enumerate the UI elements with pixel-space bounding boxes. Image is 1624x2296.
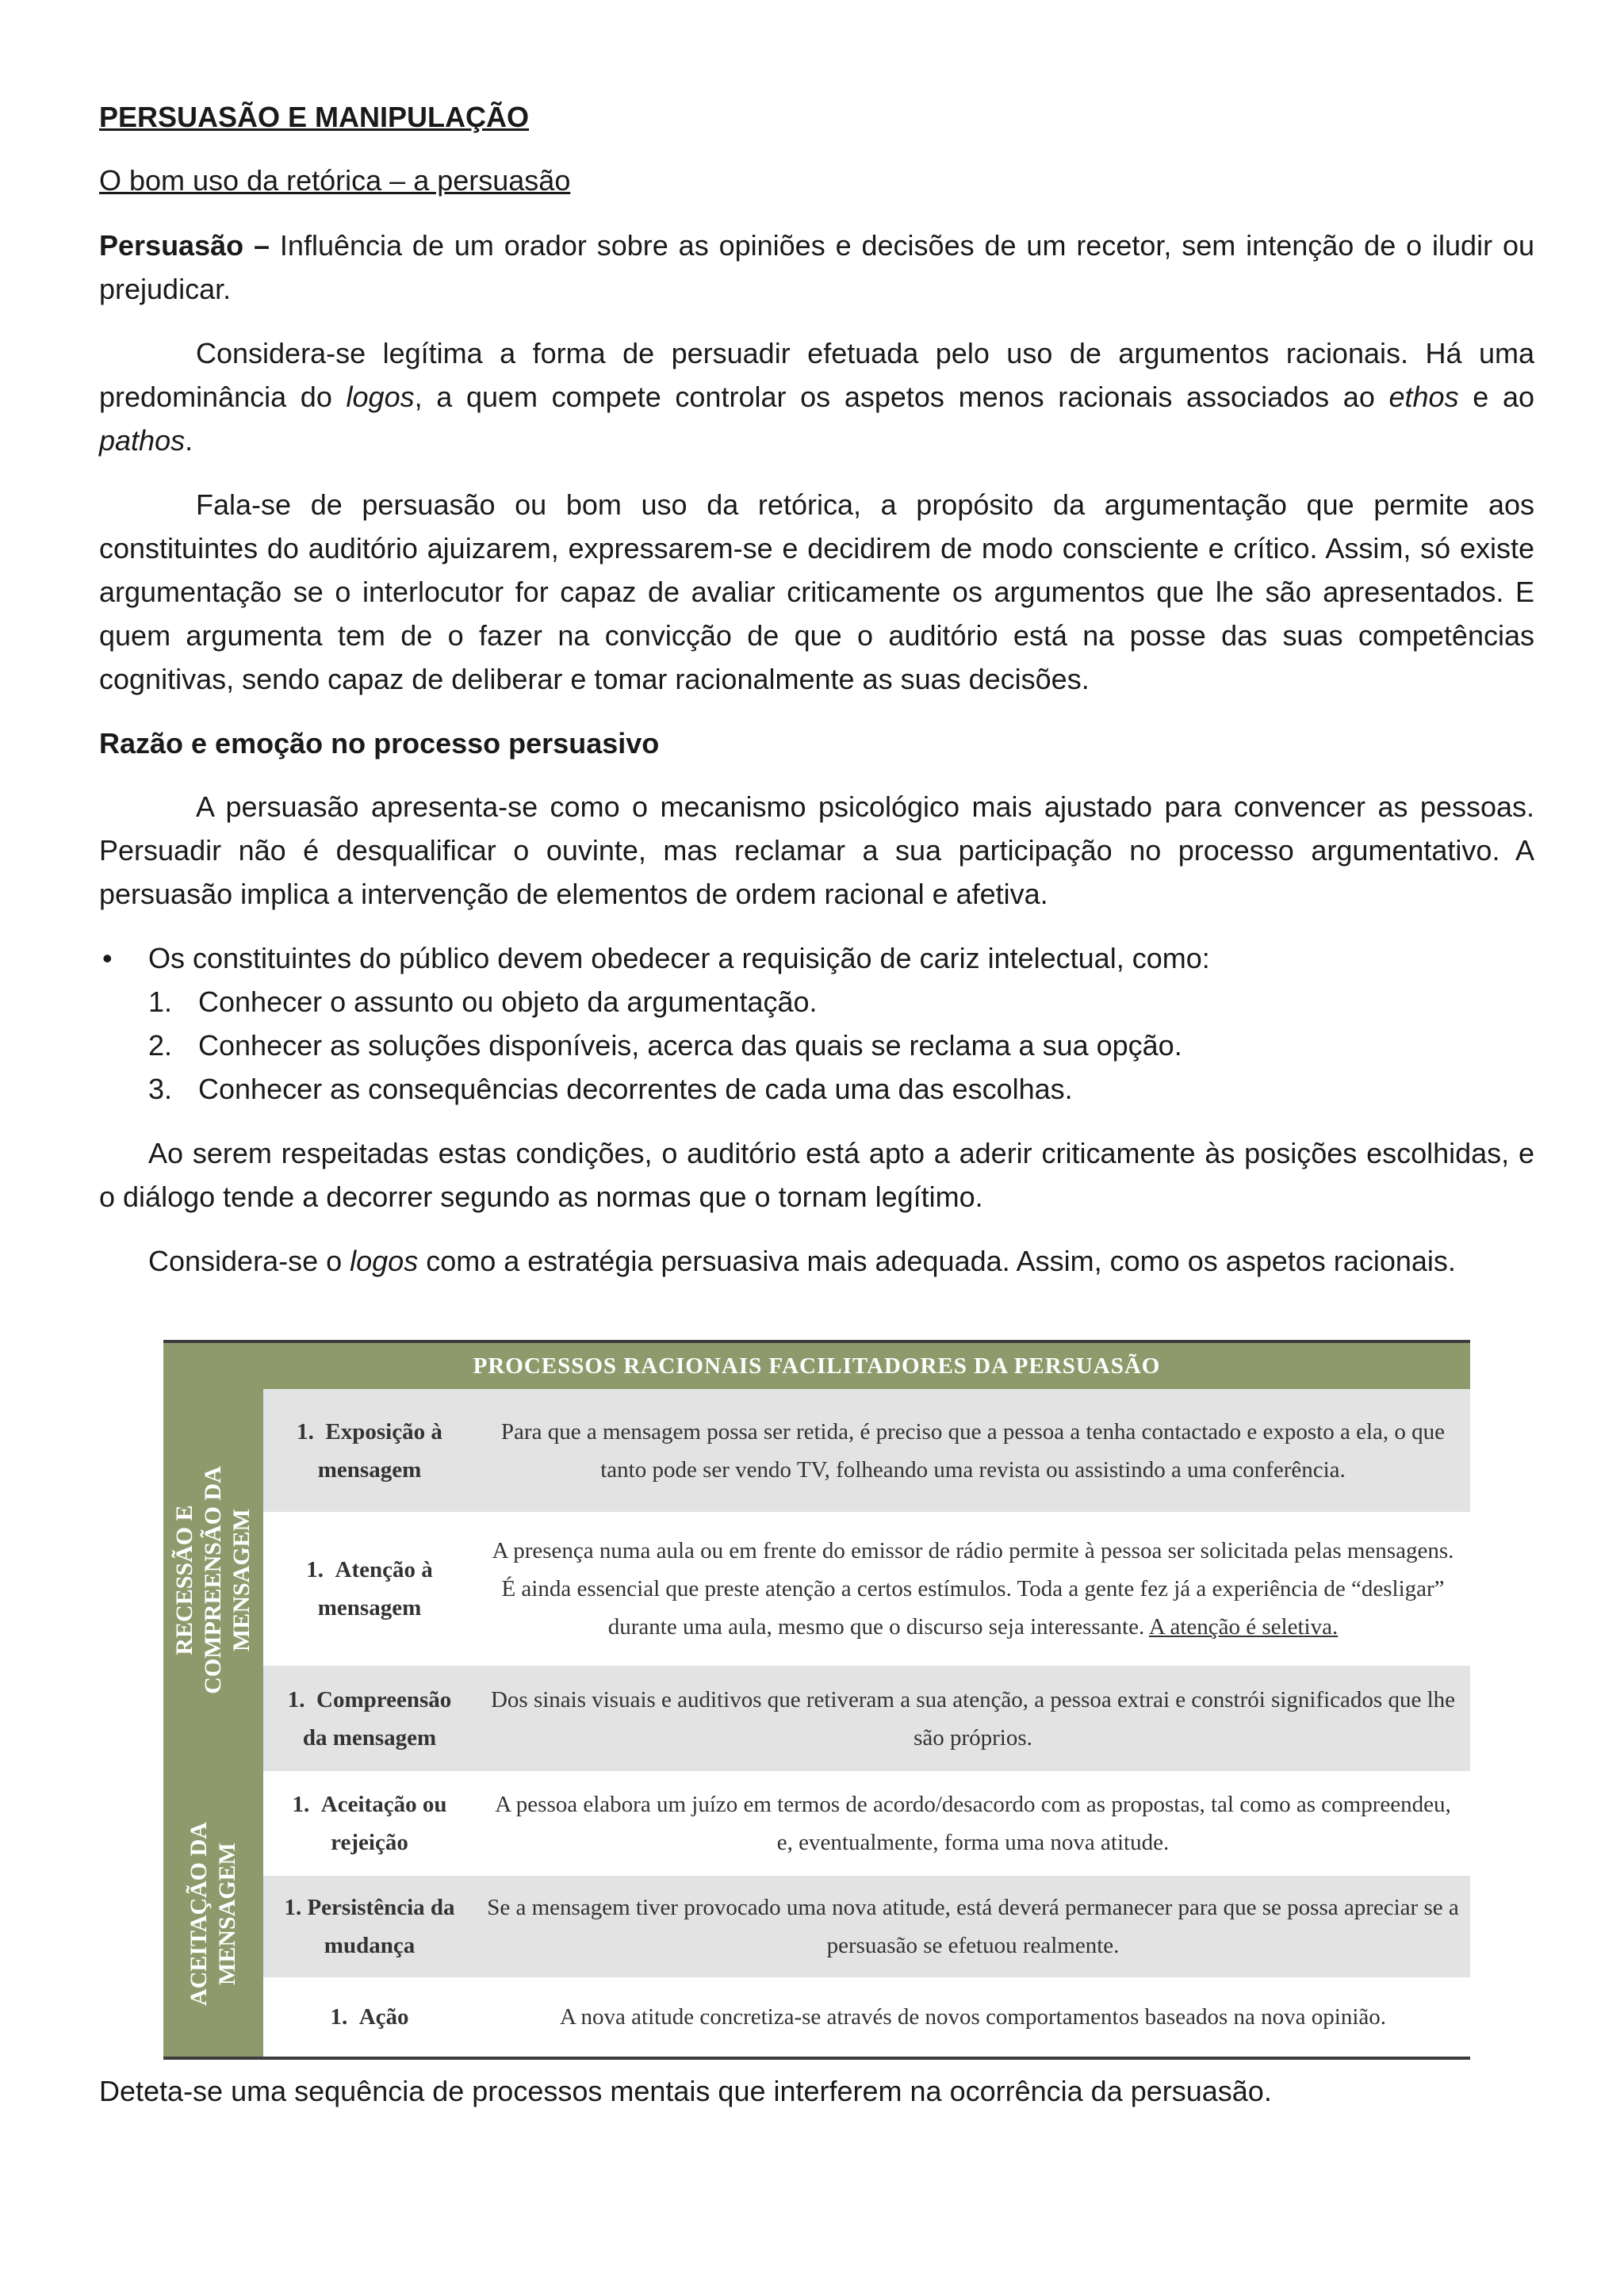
description-cell: Se a mensagem tiver provocado uma nova atitude, está deverá permanecer para que se possa apreciar se a persuasão se efetuou realmente.: [487, 1895, 1459, 1958]
text-span: como a estratégia persuasiva mais adequada. Assim, como os aspetos racionais.: [418, 1245, 1456, 1277]
stage-label: Aceitação ou: [320, 1792, 447, 1817]
description-cell: Dos sinais visuais e auditivos que retiveram a sua atenção, a pessoa extrai e constrói significados que lhe são próprios.: [490, 1686, 1456, 1751]
definition-text: Influência de um orador sobre as opiniões e decisões de um recetor, sem intenção de o iludir ou prejudicar.: [99, 229, 1534, 305]
group-label-line: MENSAGEM: [228, 1509, 255, 1652]
stage-label: Compreensão: [316, 1686, 452, 1712]
definition-term: Persuasão –: [99, 229, 270, 262]
text-span: e ao: [1458, 381, 1534, 413]
stage-label: Ação: [358, 2004, 409, 2030]
group-label-text: [185, 1822, 242, 2006]
stage-label: mudança: [324, 1933, 416, 1958]
stage-cell: [263, 1551, 476, 1627]
bullet-text: Os constituintes do público devem obedecer a requisição de cariz intelectual, como:: [148, 942, 1210, 974]
stage-number: 1.: [330, 2004, 348, 2030]
conditions-list: [99, 980, 1534, 1111]
description-cell: A pessoa elabora um juízo em termos de acordo/desacordo com as propostas, tal como as compreendeu, e, eventualmente, forma uma nova atitude.: [495, 1792, 1451, 1855]
page-subtitle: O bom uso da retórica – a persuasão: [99, 164, 571, 197]
list-text: Conhecer as soluções disponíveis, acerca das quais se reclama a sua opção.: [198, 1029, 1182, 1062]
list-item: [99, 1024, 1534, 1067]
page-title: PERSUASÃO E MANIPULAÇÃO: [99, 101, 530, 133]
group-label-line: RECESSÃO E: [171, 1505, 197, 1655]
paragraph-logos-strategy: [99, 1239, 1534, 1283]
description-text: A presença numa aula ou em frente do emissor de rádio permite à pessoa ser solicitada pelas mensagens. É ainda essencial que preste atenção a certos estímulos. Toda a gente fez já a experiência de “desligar” durante uma aula, mesmo que o discurso seja interessante.: [492, 1538, 1454, 1640]
stage-number: 1.: [287, 1686, 305, 1712]
description-emphasis: A atenção é seletiva.: [1148, 1614, 1339, 1640]
paragraph-legitimacy: [99, 331, 1534, 462]
list-item: [99, 1067, 1534, 1111]
term-ethos: ethos: [1388, 381, 1459, 413]
document-body: [99, 95, 1534, 1303]
term-logos: logos: [350, 1245, 419, 1277]
stage-number: 1.: [297, 1418, 314, 1445]
stage-number: 1.: [292, 1792, 310, 1817]
stage-label: rejeição: [331, 1830, 408, 1855]
text-span: , a quem compete controlar os aspetos menos racionais associados ao: [414, 381, 1389, 413]
stage-cell: [263, 1998, 476, 2036]
description-cell: A nova atitude concretiza-se através de novos comportamentos baseados na nova opinião.: [559, 2004, 1387, 2030]
paragraph-persuasion-mechanism: A persuasão apresenta-se como o mecanismo psicológico mais ajustado para convencer as pessoas. Persuadir não é desqualificar o ouvinte, mas reclamar a sua participação no processo argumentativo. A persuasão implica a intervenção de elementos de ordem racional e afetiva.: [99, 790, 1534, 910]
list-number: 2.: [148, 1029, 173, 1062]
bullet-item: [99, 936, 1534, 980]
group-label-text: [170, 1466, 256, 1694]
definition-paragraph: [99, 224, 1534, 311]
group-label-line: COMPREENSÃO DA: [200, 1466, 226, 1694]
bullet-icon: •: [102, 942, 113, 974]
list-text: Conhecer o assunto ou objeto da argumentação.: [198, 985, 818, 1018]
table-row: [263, 1666, 1470, 1771]
text-span: Considera-se o: [148, 1245, 350, 1277]
group-label-line: MENSAGEM: [214, 1843, 240, 1985]
stage-label: Persistência da: [307, 1895, 455, 1920]
stage-number: 1.: [284, 1895, 302, 1920]
description-cell: [476, 1532, 1470, 1646]
table-header: PROCESSOS RACIONAIS FACILITADORES DA PERSUASÃO: [163, 1340, 1470, 1389]
list-number: 3.: [148, 1073, 173, 1105]
stage-label: Exposição à: [325, 1418, 442, 1445]
stage-cell: [263, 1681, 476, 1757]
text-span: .: [185, 424, 193, 457]
group-label-reception: [163, 1389, 263, 1771]
table-row: [263, 1389, 1470, 1512]
stage-number: 1.: [306, 1557, 324, 1582]
term-logos: logos: [346, 381, 415, 413]
stage-label: mensagem: [317, 1595, 422, 1621]
text-span: Considera-se legítima a forma de persuadir efetuada pelo uso de argumentos racionais. Há uma predominância do: [99, 337, 1534, 413]
stage-label: Atenção à: [335, 1557, 433, 1582]
table-bottom-rule: [163, 2057, 1470, 2060]
table-row: [263, 1771, 1470, 1876]
persuasion-process-table: [163, 1340, 1470, 2060]
term-pathos: pathos: [99, 424, 186, 457]
table-row: [263, 1876, 1470, 1977]
paragraph-good-rhetoric: Fala-se de persuasão ou bom uso da retórica, a propósito da argumentação que permite aos constituintes do auditório ajuizarem, expressarem-se e decidirem de modo consciente e crítico. Assim, só existe argumentação se o interlocutor for capaz de avaliar criticamente os argumentos que lhe são apresentados. E quem argumenta tem de o fazer na convicção de que o auditório está na posse das suas competências cognitivas, sendo capaz de deliberar e tomar racionalmente as suas decisões.: [99, 488, 1534, 695]
stage-label: mensagem: [317, 1456, 422, 1483]
stage-label: da mensagem: [302, 1724, 437, 1751]
list-text: Conhecer as consequências decorrentes de cada uma das escolhas.: [198, 1073, 1073, 1105]
group-label-acceptance: [163, 1771, 263, 2057]
description-cell: Para que a mensagem possa ser retida, é preciso que a pessoa a tenha contactado e exposto a ela, o que tanto pode ser vendo TV, folheando uma revista ou assistindo a uma conferência.: [500, 1418, 1446, 1483]
section-heading: Razão e emoção no processo persuasivo: [99, 727, 660, 760]
group-label-line: ACEITAÇÃO DA: [186, 1822, 212, 2006]
stage-cell: [263, 1888, 476, 1965]
paragraph-conditions-respected: Ao serem respeitadas estas condições, o auditório está apto a aderir criticamente às posições escolhidas, e o diálogo tende a decorrer segundo as normas que o tornam legítimo.: [99, 1137, 1534, 1213]
table-row: [263, 1512, 1470, 1666]
stage-cell: [263, 1785, 476, 1862]
table-row: [263, 1977, 1470, 2057]
list-item: [99, 980, 1534, 1024]
figure-caption: Deteta-se uma sequência de processos mentais que interferem na ocorrência da persuasão.: [99, 2075, 1272, 2107]
list-number: 1.: [148, 985, 173, 1018]
stage-cell: [263, 1413, 476, 1489]
